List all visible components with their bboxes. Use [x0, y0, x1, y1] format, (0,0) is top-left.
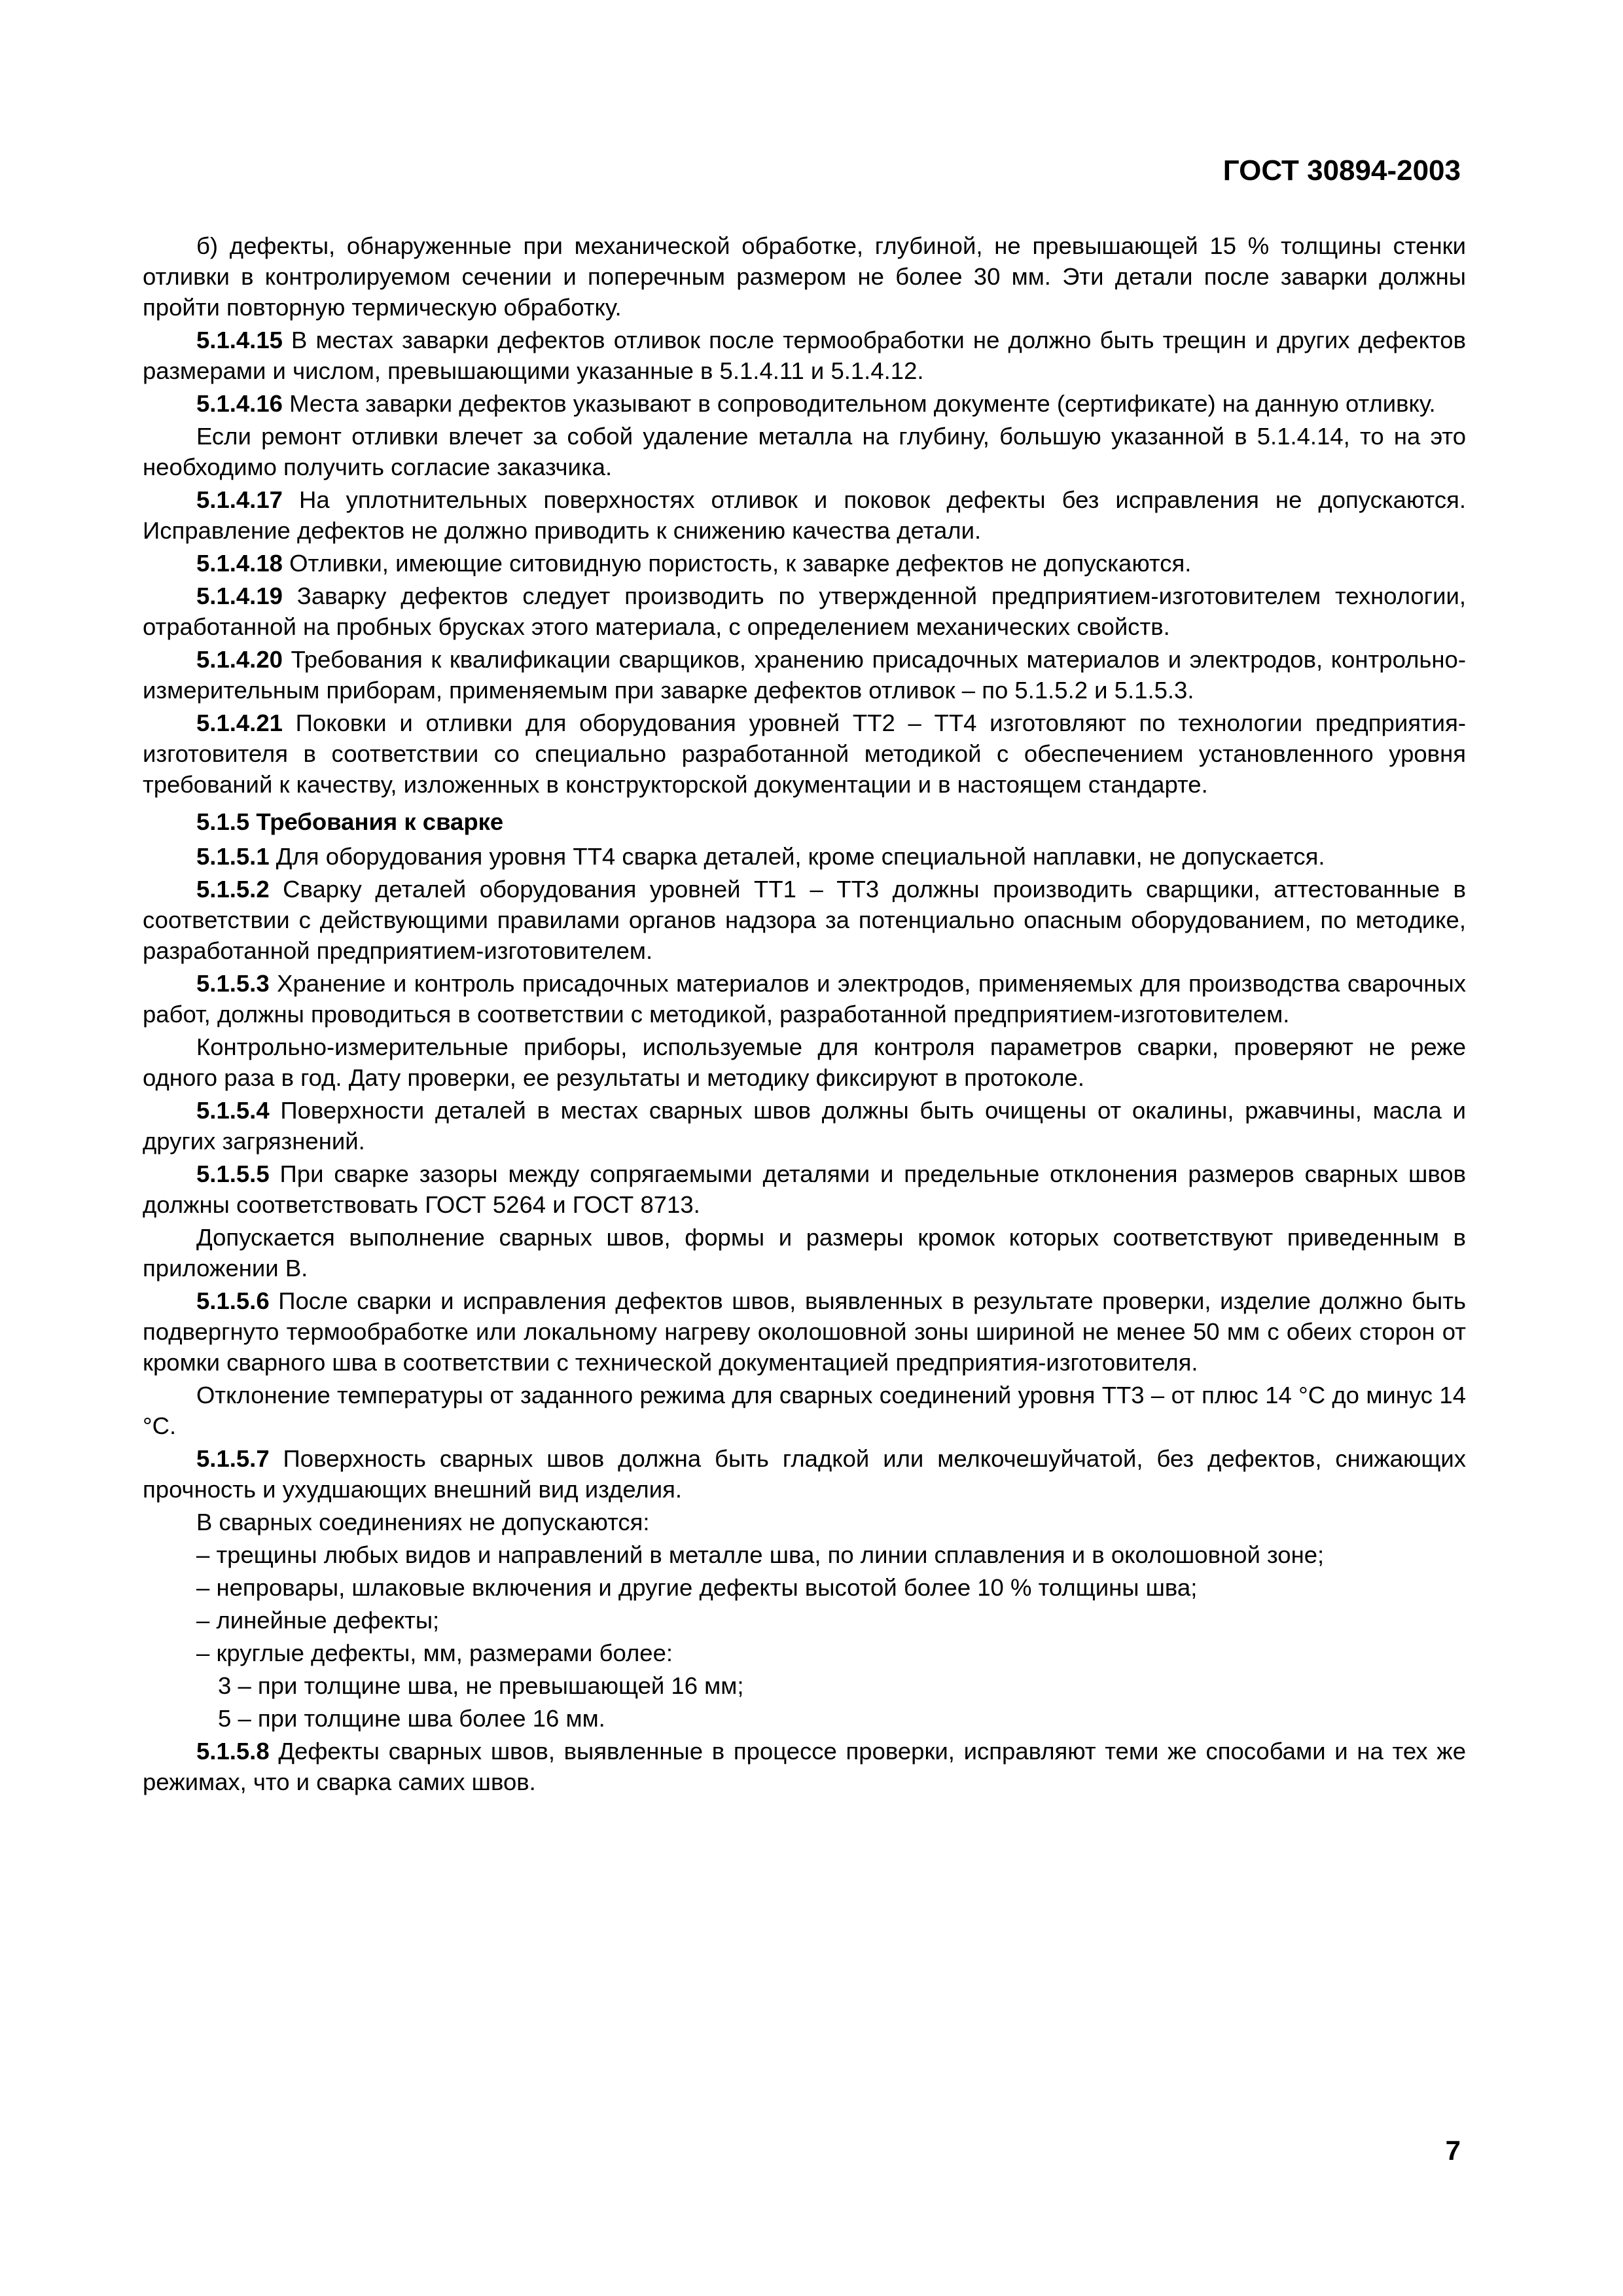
clause-number: 5.1.4.19 — [196, 583, 283, 609]
list-item: – трещины любых видов и направлений в металле шва, по линии сплавления и в околошовной зоне; — [196, 1541, 1325, 1568]
paragraph: б) дефекты, обнаруженные при механической обработке, глубиной, не превышающей 15 % толщины стенки отливки в контролируемом сечении и поперечным размером не более 30 мм. Эти детали после заварки должны пройти повторную термическую обработку. — [143, 232, 1466, 321]
paragraph: 5.1.5.5 При сварке зазоры между сопрягаемыми деталями и предельные отклонения размеров сварных швов должны соответствовать ГОСТ 5264 и ГОСТ 8713. — [143, 1160, 1466, 1218]
paragraph: Допускается выполнение сварных швов, формы и размеры кромок которых соответствуют приведенным в приложении В. — [143, 1224, 1466, 1282]
clause-number: 5.1.5.8 — [196, 1738, 270, 1765]
clause-number: 5.1.5.1 — [196, 843, 270, 870]
clause-number: 5.1.5.5 — [196, 1160, 270, 1187]
clause-number: 5.1.5.3 — [196, 970, 270, 997]
paragraph: В сварных соединениях не допускаются: — [196, 1509, 650, 1535]
paragraph: Контрольно-измерительные приборы, используемые для контроля параметров сварки, проверяют не реже одного раза в год. Дату проверки, ее результаты и методику фиксируют в протоколе. — [143, 1033, 1466, 1091]
list-item: – круглые дефекты, мм, размерами более: — [196, 1640, 673, 1666]
paragraph: 5.1.4.21 Поковки и отливки для оборудования уровней ТТ2 – ТТ4 изготовляют по технологии предприятия-изготовителя в соответствии со специально разработанной методикой с обеспечением установленного уровня требований к качеству, изложенных в конструкторской документации и в настоящем стандарте. — [143, 709, 1466, 798]
paragraph: 5.1.5.7 Поверхность сварных швов должна быть гладкой или мелкочешуйчатой, без дефектов, снижающих прочность и ухудшающих внешний вид изделия. — [143, 1445, 1466, 1503]
paragraph: 5.1.4.17 На уплотнительных поверхностях отливок и поковок дефекты без исправления не допускаются. Исправление дефектов не должно приводить к снижению качества детали. — [143, 486, 1466, 544]
page-number: 7 — [1445, 2135, 1461, 2166]
sub-list-item: 3 – при толщине шва, не превышающей 16 мм; — [218, 1672, 744, 1699]
paragraph: 5.1.5.4 Поверхности деталей в местах сварных швов должны быть очищены от окалины, ржавчины, масла и других загрязнений. — [143, 1097, 1466, 1155]
sub-list-item: 5 – при толщине шва более 16 мм. — [218, 1705, 605, 1732]
list-item: – непровары, шлаковые включения и другие дефекты высотой более 10 % толщины шва; — [196, 1574, 1198, 1601]
clause-number: 5.1.5.7 — [196, 1445, 270, 1472]
clause-number: 5.1.5.4 — [196, 1097, 270, 1124]
paragraph: 5.1.4.16 Места заварки дефектов указывают в сопроводительном документе (сертификате) на данную отливку. — [196, 390, 1436, 417]
section-heading: 5.1.5 Требования к сварке — [196, 808, 504, 835]
clause-number: 5.1.5.6 — [196, 1287, 270, 1314]
clause-number: 5.1.4.20 — [196, 646, 283, 673]
paragraph: 5.1.4.19 Заварку дефектов следует производить по утвержденной предприятием-изготовителем технологии, отработанной на пробных брусках этого материала, с определением механических свойств. — [143, 583, 1466, 640]
paragraph: 5.1.5.6 После сварки и исправления дефектов швов, выявленных в результате проверки, изделие должно быть подвергнуто термообработке или локальному нагреву околошовной зоны шириной не менее 50 мм с обеих сторон от кромки сварного шва в соответствии с технической документацией предприятия-изготовителя. — [143, 1287, 1466, 1376]
paragraph: 5.1.4.15 В местах заварки дефектов отливок после термообработки не должно быть трещин и других дефектов размерами и числом, превышающими указанные в 5.1.4.11 и 5.1.4.12. — [143, 327, 1466, 384]
standard-code: ГОСТ 30894-2003 — [1222, 154, 1461, 187]
clause-number: 5.1.4.18 — [196, 550, 283, 577]
clause-number: 5.1.4.17 — [196, 486, 283, 513]
document-body — [143, 230, 1466, 1799]
paragraph: Если ремонт отливки влечет за собой удаление металла на глубину, большую указанной в 5.1.4.14, то на это необходимо получить согласие заказчика. — [143, 423, 1466, 480]
clause-number: 5.1.4.16 — [196, 390, 283, 417]
paragraph: 5.1.4.20 Требования к квалификации сварщиков, хранению присадочных материалов и электродов, контрольно-измерительным приборам, применяемым при заварке дефектов отливок – по 5.1.5.2 и 5.1.5.3. — [143, 646, 1466, 704]
paragraph: Отклонение температуры от заданного режима для сварных соединений уровня ТТ3 – от плюс 14 °С до минус 14 °С. — [143, 1382, 1466, 1439]
clause-number: 5.1.4.21 — [196, 709, 283, 736]
paragraph: 5.1.5.1 Для оборудования уровня ТТ4 сварка деталей, кроме специальной наплавки, не допускается. — [196, 843, 1325, 870]
paragraph: 5.1.4.18 Отливки, имеющие ситовидную пористость, к заварке дефектов не допускаются. — [196, 550, 1192, 577]
list-item: – линейные дефекты; — [196, 1607, 440, 1634]
paragraph: 5.1.5.3 Хранение и контроль присадочных материалов и электродов, применяемых для производства сварочных работ, должны проводиться в соответствии с методикой, разработанной предприятием-изготовителем. — [143, 970, 1466, 1028]
paragraph: 5.1.5.8 Дефекты сварных швов, выявленные в процессе проверки, исправляют теми же способами и на тех же режимах, что и сварка самих швов. — [143, 1738, 1466, 1795]
paragraph: 5.1.5.2 Сварку деталей оборудования уровней ТТ1 – ТТ3 должны производить сварщики, аттестованные в соответствии с действующими правилами органов надзора за потенциально опасным оборудованием, по методике, разработанной предприятием-изготовителем. — [143, 876, 1466, 964]
clause-number: 5.1.5.2 — [196, 876, 270, 903]
clause-number: 5.1.4.15 — [196, 327, 283, 353]
